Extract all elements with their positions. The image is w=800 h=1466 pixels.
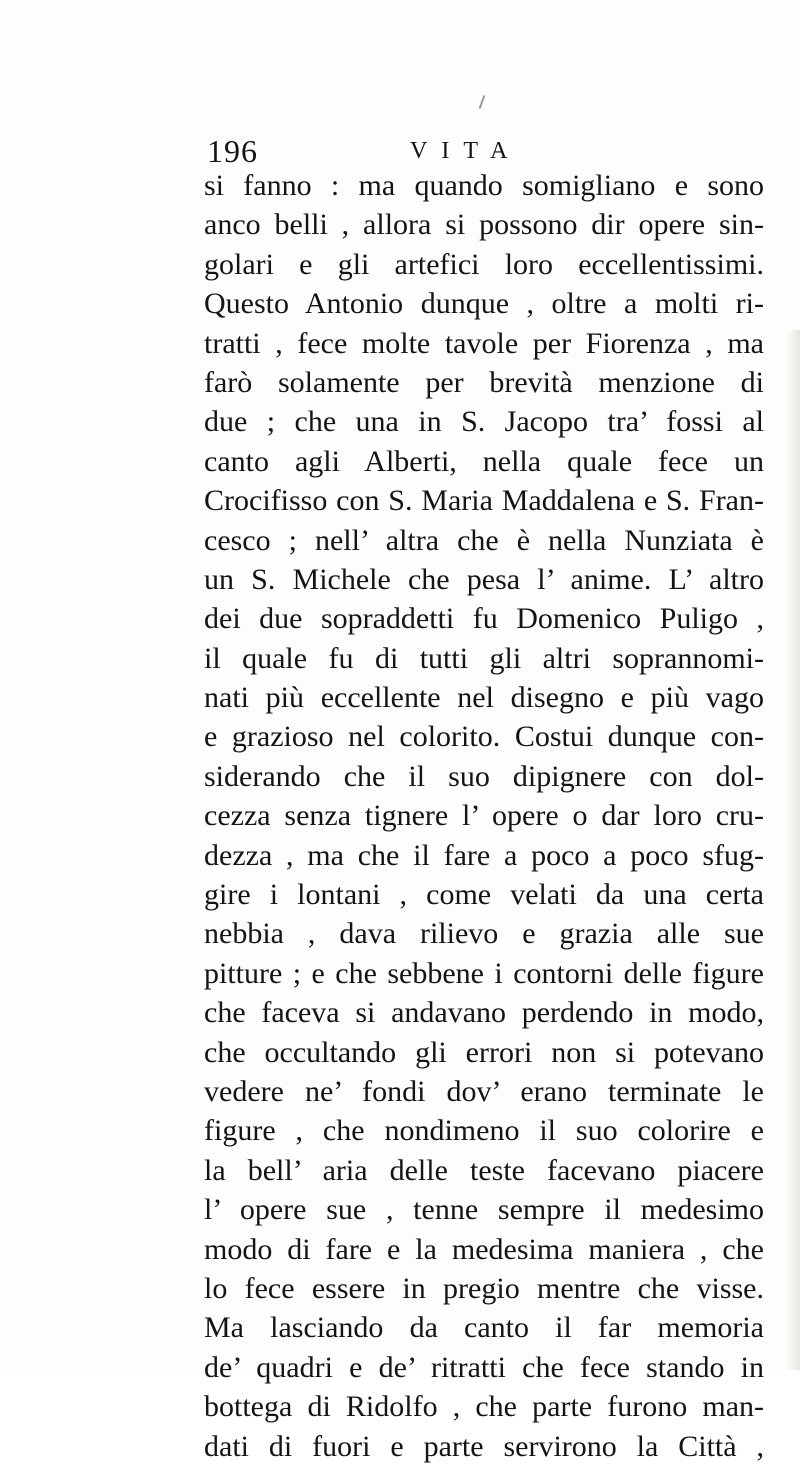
text-line: un S. Michele che pesa l’ anime. L’ altro — [204, 562, 764, 596]
text-line: canto agli Alberti, nella quale fece un — [204, 444, 764, 478]
text-line: gire i lontani , come velati da una certa — [204, 878, 764, 912]
text-line: due ; che una in S. Jacopo tra’ fossi al — [204, 405, 764, 439]
text-line: Crocifisso con S. Maria Maddalena e S. Fran- — [204, 484, 764, 518]
text-line: si fanno : ma quando somigliano e sono — [204, 169, 764, 202]
text-line: dati di fuori e parte servirono la Città , — [204, 1429, 764, 1463]
text-line: de’ quadri e de’ ritratti che fece stando in — [204, 1350, 764, 1384]
body-text — [204, 166, 764, 1466]
text-line: Questo Antonio dunque , oltre a molti ri- — [204, 287, 764, 321]
text-line: figure , che nondimeno il suo colorire e — [204, 1114, 764, 1148]
text-line: dei due sopraddetti fu Domenico Puligo , — [204, 602, 764, 636]
page-edge-shadow — [786, 330, 800, 1370]
text-line: anco belli , allora si possono dir opere sin- — [204, 208, 764, 242]
text-line: la bell’ aria delle teste facevano piacere — [204, 1153, 764, 1187]
text-line: lo fece essere in pregio mentre che visse. — [204, 1271, 764, 1305]
text-line: cezza senza tignere l’ opere o dar loro cru- — [204, 799, 764, 833]
text-line: che faceva si andavano perdendo in modo, — [204, 996, 764, 1030]
text-line: nebbia , dava rilievo e grazia alle sue — [204, 917, 764, 951]
ink-mark — [479, 95, 486, 109]
text-line: e grazioso nel colorito. Costui dunque con- — [204, 720, 764, 754]
text-line: vedere ne’ fondi dov’ erano terminate le — [204, 1074, 764, 1108]
text-line: l’ opere sue , tenne sempre il medesimo — [204, 1193, 764, 1227]
text-line: golari e gli artefici loro eccellentissimi. — [204, 247, 764, 281]
text-line: il quale fu di tutti gli altri soprannomi- — [204, 641, 764, 675]
page-number: 196 — [207, 133, 258, 169]
running-title: VITA — [410, 138, 522, 164]
text-line: dezza , ma che il fare a poco a poco sfug- — [204, 838, 764, 872]
text-line: siderando che il suo dipignere con dol- — [204, 759, 764, 793]
text-line: Ma lasciando da canto il far memoria — [204, 1311, 764, 1345]
text-line: pitture ; e che sebbene i contorni delle figure — [204, 956, 764, 990]
text-line: cesco ; nell’ altra che è nella Nunziata è — [204, 523, 764, 557]
text-line: modo di fare e la medesima maniera , che — [204, 1232, 764, 1266]
text-line: farò solamente per brevità menzione di — [204, 365, 764, 399]
text-line: bottega di Ridolfo , che parte furono man- — [204, 1390, 764, 1424]
text-line: tratti , fece molte tavole per Fiorenza , ma — [204, 326, 764, 360]
text-line: nati più eccellente nel disegno e più vago — [204, 681, 764, 715]
text-line: che occultando gli errori non si potevano — [204, 1035, 764, 1069]
